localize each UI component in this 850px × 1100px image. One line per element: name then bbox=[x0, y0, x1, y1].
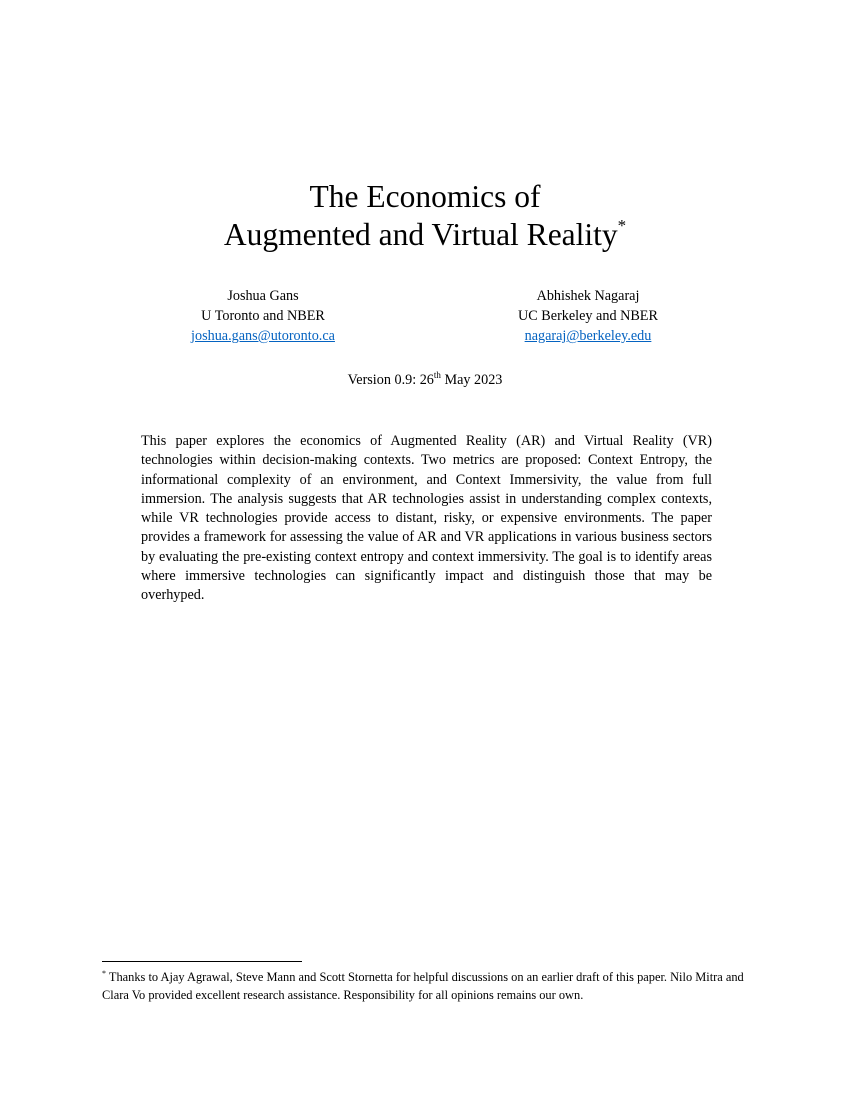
title-line-2 bbox=[0, 216, 850, 254]
author-name: Abhishek Nagaraj bbox=[536, 288, 640, 304]
footnote-marker: * bbox=[102, 969, 106, 978]
abstract-paragraph: This paper explores the economics of Augmented Reality (AR) and Virtual Reality (VR) technologies within decision-making contexts. Two metrics are proposed: Context Entropy, the informational complexity of an environment, and Context Immersivity, the value from full immersion. The analysis suggests that AR technologies assist in understanding complex contexts, while VR technologies provide access to distant, risky, or expensive environments. The paper provides a framework for assessing the value of AR and VR applications in various business sectors by evaluating the pre-existing context entropy and context immersivity. The goal is to identify areas where immersive technologies can significantly impact and distinguish those that may be overhyped. bbox=[141, 433, 712, 604]
version-suffix: May 2023 bbox=[440, 372, 503, 388]
version-superscript: th bbox=[433, 370, 441, 380]
version-prefix: Version 0.9: 26 bbox=[347, 372, 434, 388]
author-block-2 bbox=[438, 286, 738, 346]
author-name: Joshua Gans bbox=[227, 288, 299, 304]
title-line-2-text: Augmented and Virtual Reality bbox=[223, 217, 618, 252]
version-line bbox=[0, 370, 850, 390]
author-affiliation: U Toronto and NBER bbox=[201, 308, 325, 324]
title-footnote-marker: * bbox=[617, 216, 627, 235]
author-block-1 bbox=[113, 286, 413, 346]
footnote-text: Thanks to Ajay Agrawal, Steve Mann and Scott Stornetta for helpful discussions on an earlier draft of this paper. Nilo Mitra and Clara Vo provided excellent research assistance. Responsibility for all opinions remains our own. bbox=[102, 970, 744, 1002]
footnote-divider bbox=[102, 961, 302, 962]
author-email-link[interactable]: nagaraj@berkeley.edu bbox=[524, 328, 652, 344]
author-affiliation: UC Berkeley and NBER bbox=[518, 308, 658, 324]
paper-title bbox=[0, 178, 850, 254]
author-email-link[interactable]: joshua.gans@utoronto.ca bbox=[191, 328, 335, 344]
title-line-1: The Economics of bbox=[309, 179, 541, 214]
footnote bbox=[102, 968, 762, 1004]
